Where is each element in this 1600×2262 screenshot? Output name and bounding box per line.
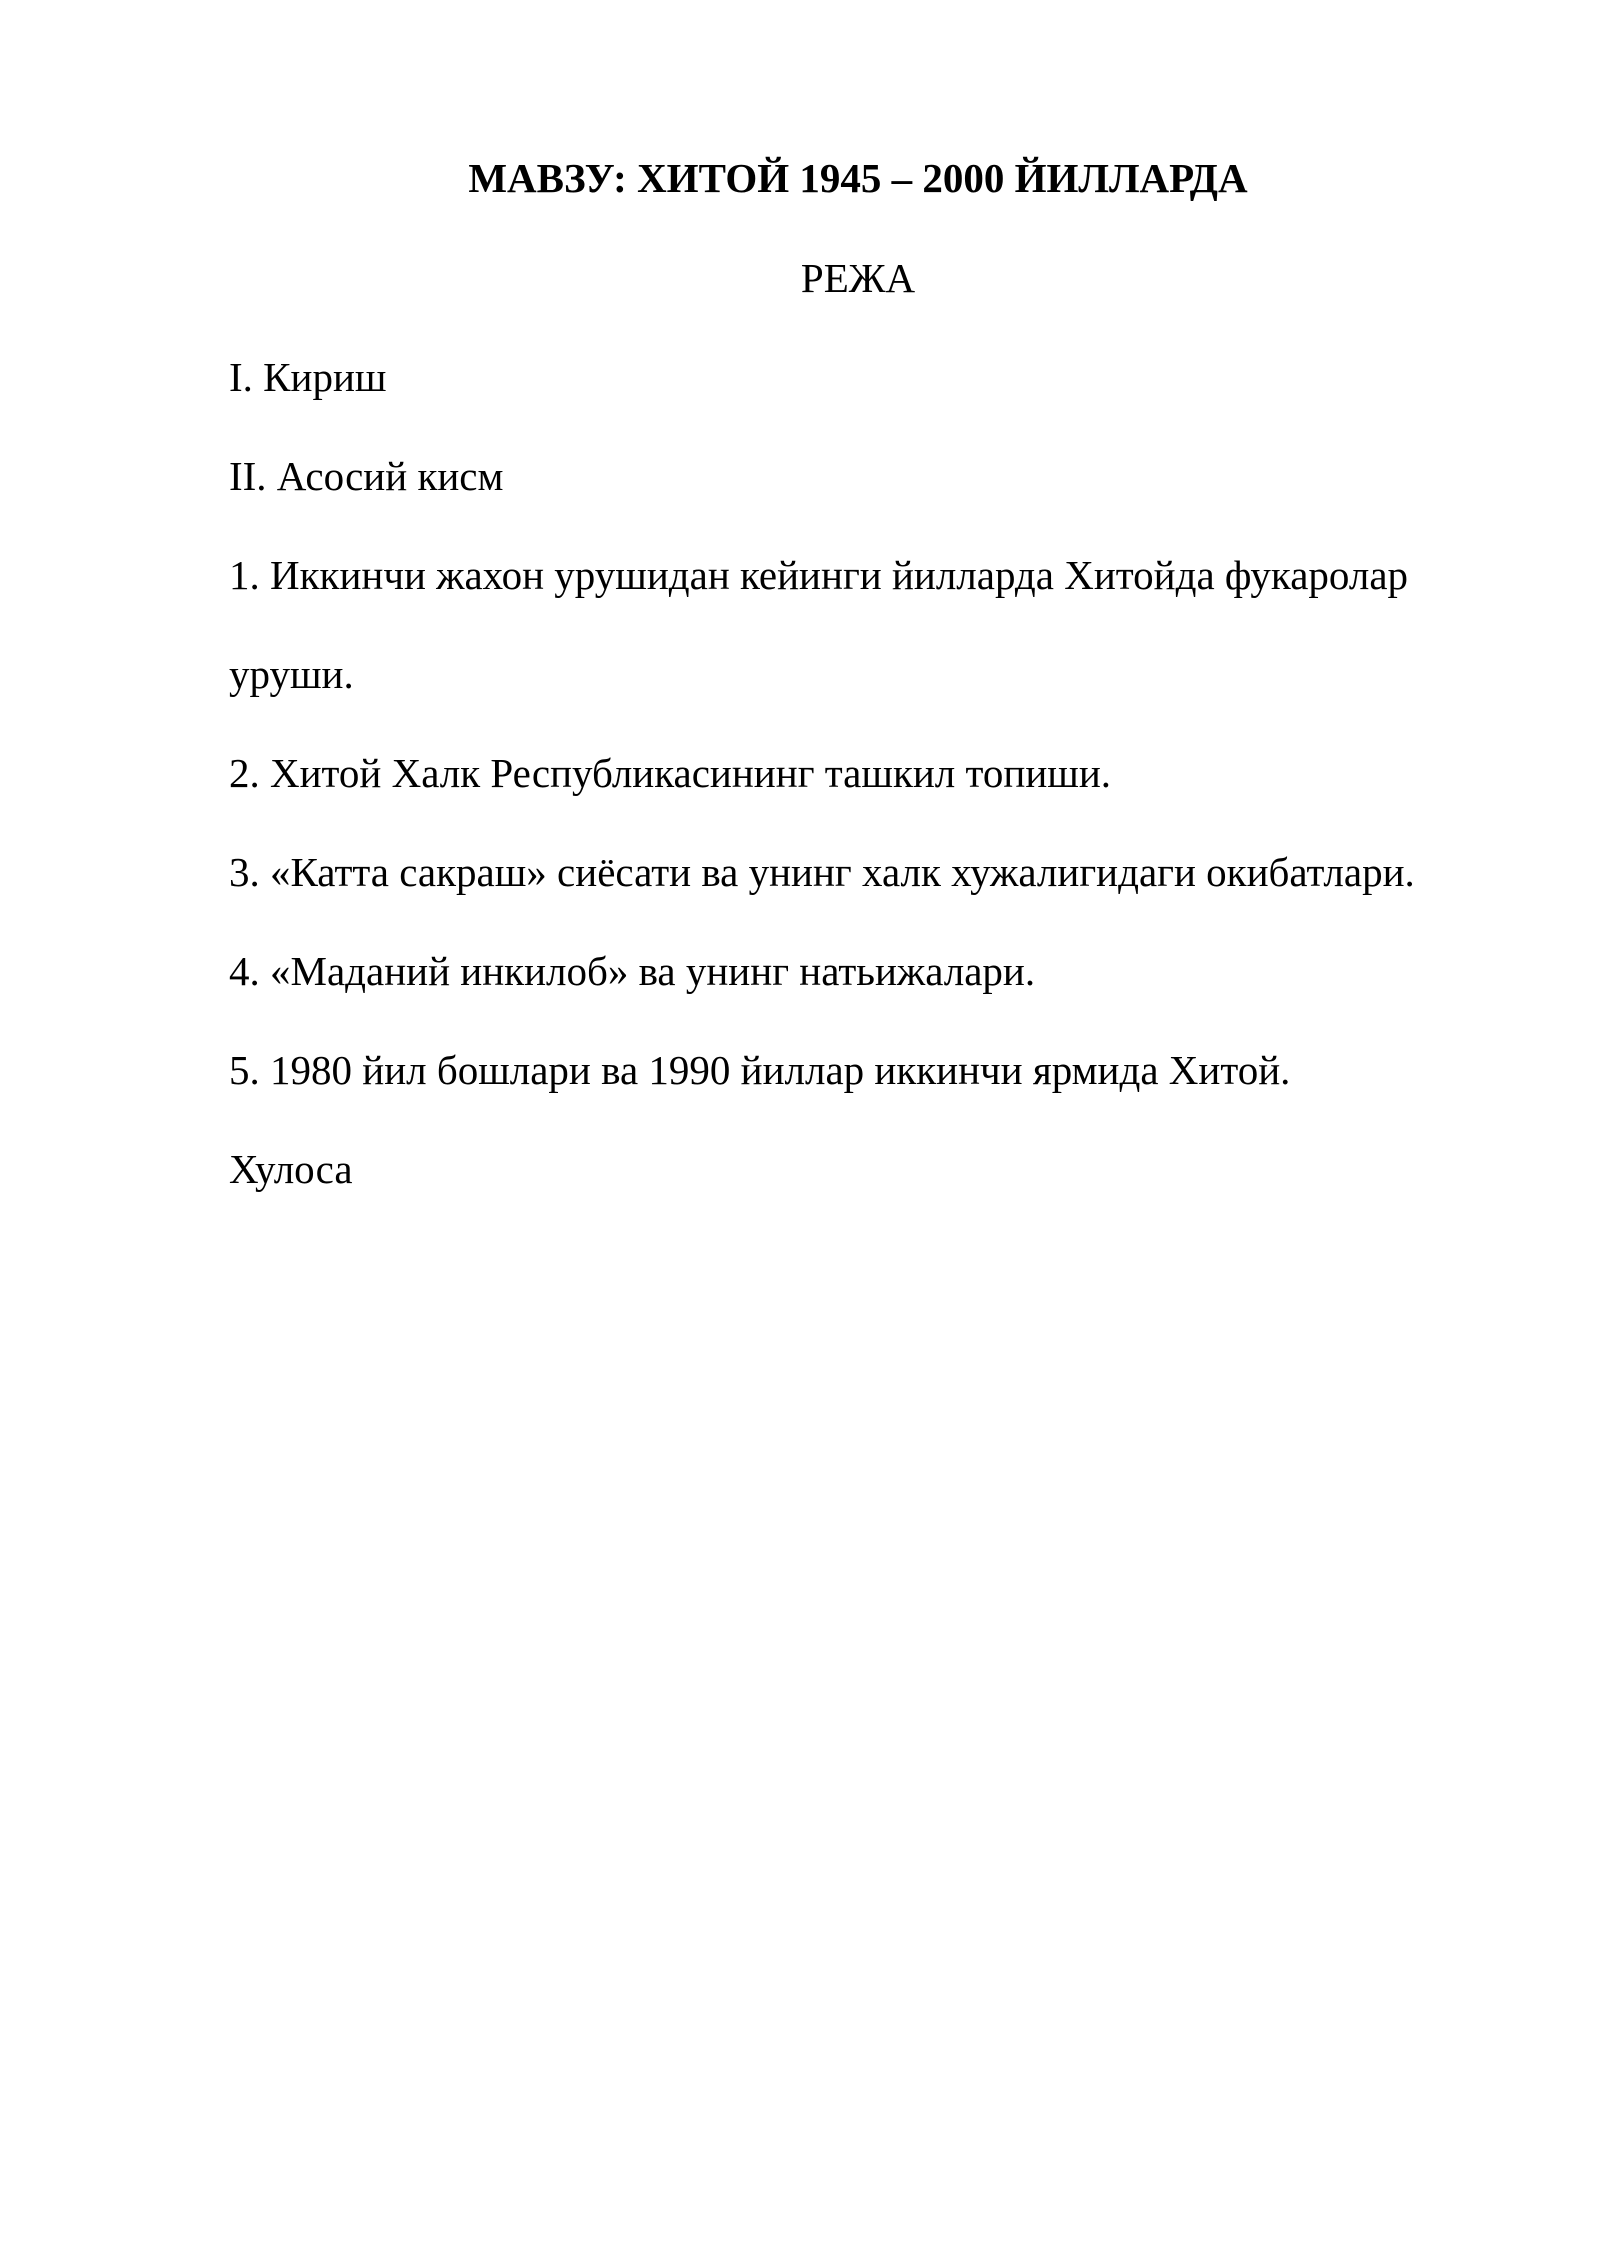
- plan-item-conclusion: Хулоса: [229, 1146, 353, 1192]
- plan-heading: РЕЖА: [800, 255, 916, 301]
- plan-item-1-continued: уруши.: [229, 651, 354, 697]
- plan-item-5: 5. 1980 йил бошлари ва 1990 йиллар иккинчи ярмида Хитой.: [229, 1047, 1291, 1093]
- plan-item-introduction: I. Кириш: [229, 354, 387, 400]
- plan-item-2: 2. Хитой Халк Республикасининг ташкил топиши.: [229, 750, 1112, 796]
- plan-item-4: 4. «Маданий инкилоб» ва унинг натьижалари.: [229, 948, 1036, 994]
- plan-item-3: 3. «Катта сакраш» сиёсати ва унинг халк хужалигидаги окибатлари.: [229, 849, 1415, 895]
- plan-item-main-part: II. Асосий кисм: [229, 453, 504, 499]
- plan-item-1: 1. Иккинчи жахон урушидан кейинги йилларда Хитойда фукаролар: [229, 552, 1409, 598]
- document-title: МАВЗУ: ХИТОЙ 1945 – 2000 ЙИЛЛАРДА: [468, 155, 1248, 201]
